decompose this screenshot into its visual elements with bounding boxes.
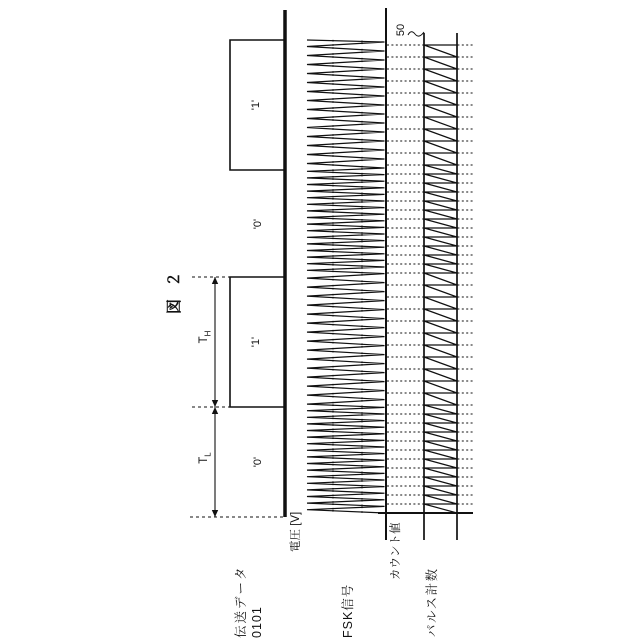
trace3-name-label: パルス計数 [425, 567, 439, 637]
bit-label-3: '1' [250, 99, 262, 111]
t-high-duration-label [198, 323, 213, 351]
arrowhead-icon [212, 400, 218, 407]
voltage-axis-label: 電圧 [V] [290, 511, 302, 552]
bit-label-0: '0' [252, 456, 264, 468]
arrowhead-icon [212, 407, 218, 414]
threshold-brace [408, 32, 424, 36]
pulse-gridlines [387, 45, 473, 504]
figure-title: 図 ２ [166, 267, 183, 314]
arrowhead-icon [212, 277, 218, 284]
trace1-name-label: 伝送データ [234, 565, 248, 638]
t-low-sub: L [203, 452, 213, 457]
t-high-base: T [198, 336, 210, 344]
trace1-value-label: 0101 [250, 606, 264, 638]
t-low-duration-label [198, 444, 213, 472]
bit-label-2: '0' [252, 218, 264, 230]
bit-boundary-dashed-lines [190, 277, 285, 517]
arrowhead-icon [212, 510, 218, 517]
bit-label-1: '1' [250, 336, 262, 348]
t-high-sub: H [203, 330, 213, 337]
count-axis-label: カウント値 [390, 522, 402, 580]
trace2-name-label: FSK信号 [341, 583, 355, 638]
t-low-base: T [198, 456, 210, 464]
fsk-waveform [307, 40, 385, 513]
counter-sawtooth-ramps [424, 45, 457, 513]
threshold-50-label: 50 [395, 23, 407, 37]
